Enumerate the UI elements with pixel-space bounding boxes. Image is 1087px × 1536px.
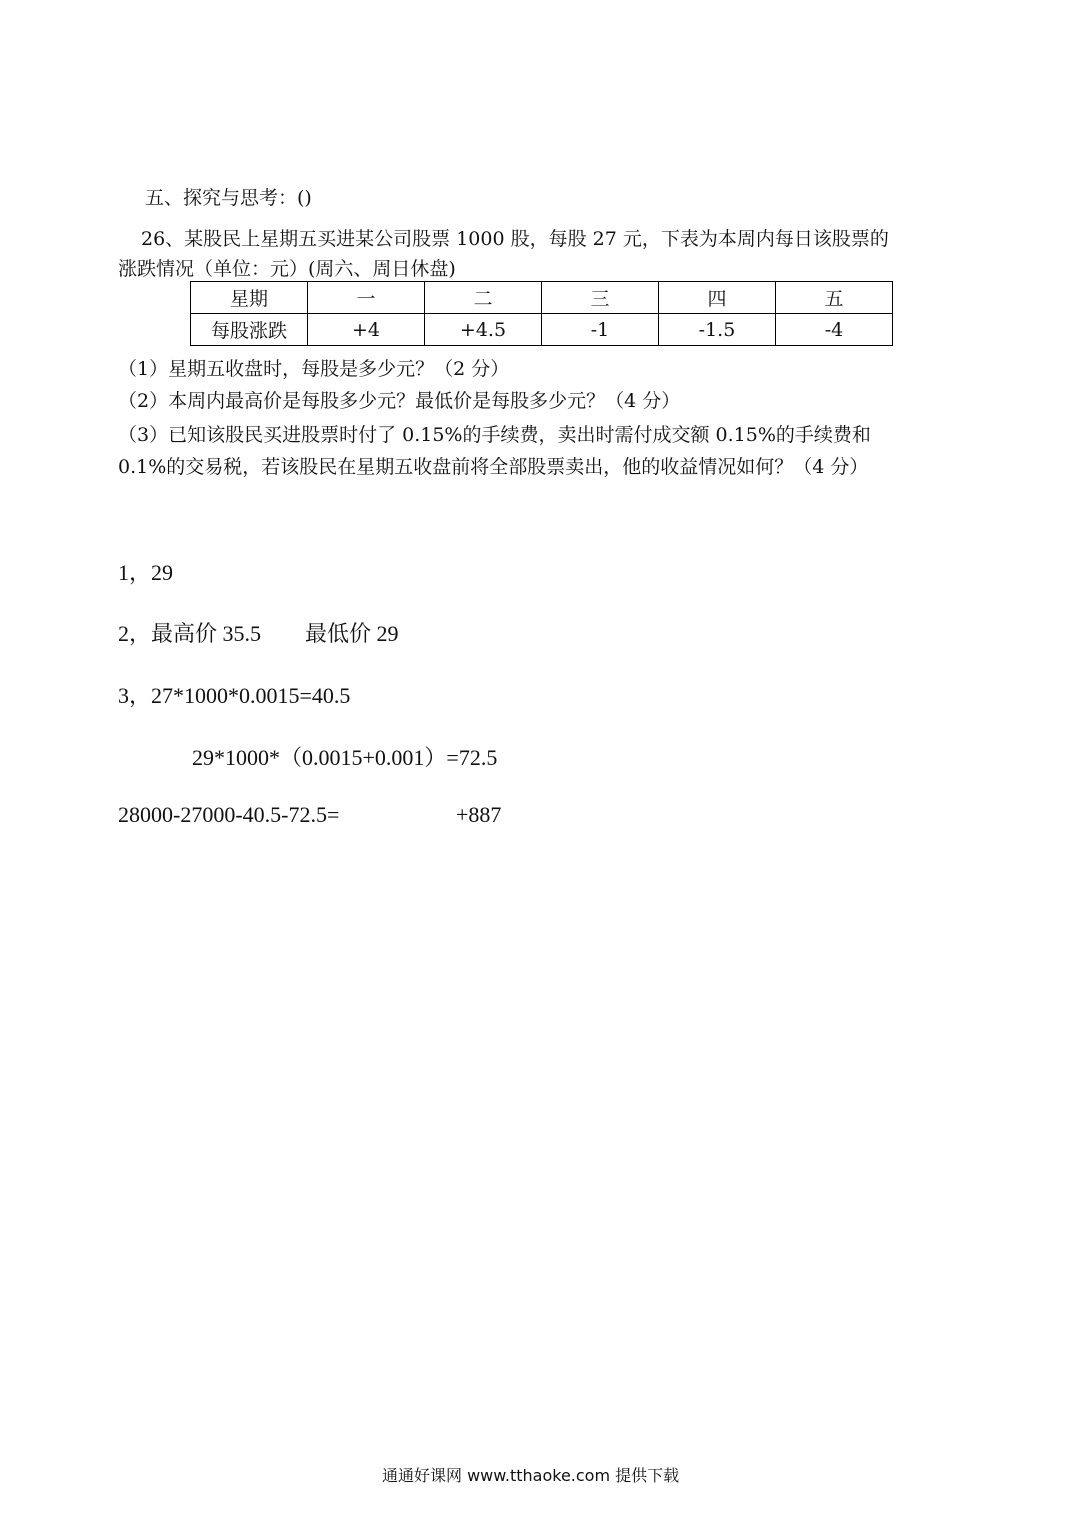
question-1: （1）星期五收盘时，每股是多少元？（2 分） [118, 358, 510, 380]
table-change-1: +4 [308, 314, 425, 346]
table-day-1: 一 [308, 282, 425, 314]
table-day-3: 三 [542, 282, 659, 314]
question-3-line-1: （3）已知该股民买进股票时付了 0.15%的手续费，卖出时需付成交额 0.15%的手续费和 [118, 424, 871, 446]
table-header-weekday: 星期 [191, 282, 308, 314]
table-day-5: 五 [776, 282, 893, 314]
table-row [191, 314, 893, 346]
table-change-4: -1.5 [659, 314, 776, 346]
table-header-change: 每股涨跌 [191, 314, 308, 346]
table-change-5: -4 [776, 314, 893, 346]
table-day-2: 二 [425, 282, 542, 314]
answer-3-line-1: 3，27*1000*0.0015=40.5 [118, 683, 351, 708]
footer-text: 通通好课网 www.tthaoke.com 提供下载 [382, 1466, 680, 1485]
answer-3-result: +887 [456, 802, 502, 827]
question-3-line-2: 0.1%的交易税，若该股民在星期五收盘前将全部股票卖出，他的收益情况如何？（4 分） [118, 456, 869, 478]
answer-3-line-3: 28000-27000-40.5-72.5= [118, 802, 340, 827]
table-day-4: 四 [659, 282, 776, 314]
problem-line-2: 涨跌情况（单位：元）(周六、周日休盘) [118, 258, 456, 280]
question-2: （2）本周内最高价是每股多少元？最低价是每股多少元？（4 分） [118, 390, 681, 412]
problem-line-1: 26、某股民上星期五买进某公司股票 1000 股，每股 27 元，下表为本周内每日该股票的 [141, 228, 889, 250]
answer-2: 2，最高价 35.5 最低价 29 [118, 621, 399, 646]
table-change-2: +4.5 [425, 314, 542, 346]
table-row [191, 282, 893, 314]
section-title: 五、探究与思考：() [145, 187, 312, 209]
table-change-3: -1 [542, 314, 659, 346]
answer-1: 1，29 [118, 560, 174, 585]
answer-3-line-2: 29*1000*（0.0015+0.001）=72.5 [192, 745, 498, 770]
stock-change-table [190, 281, 893, 346]
